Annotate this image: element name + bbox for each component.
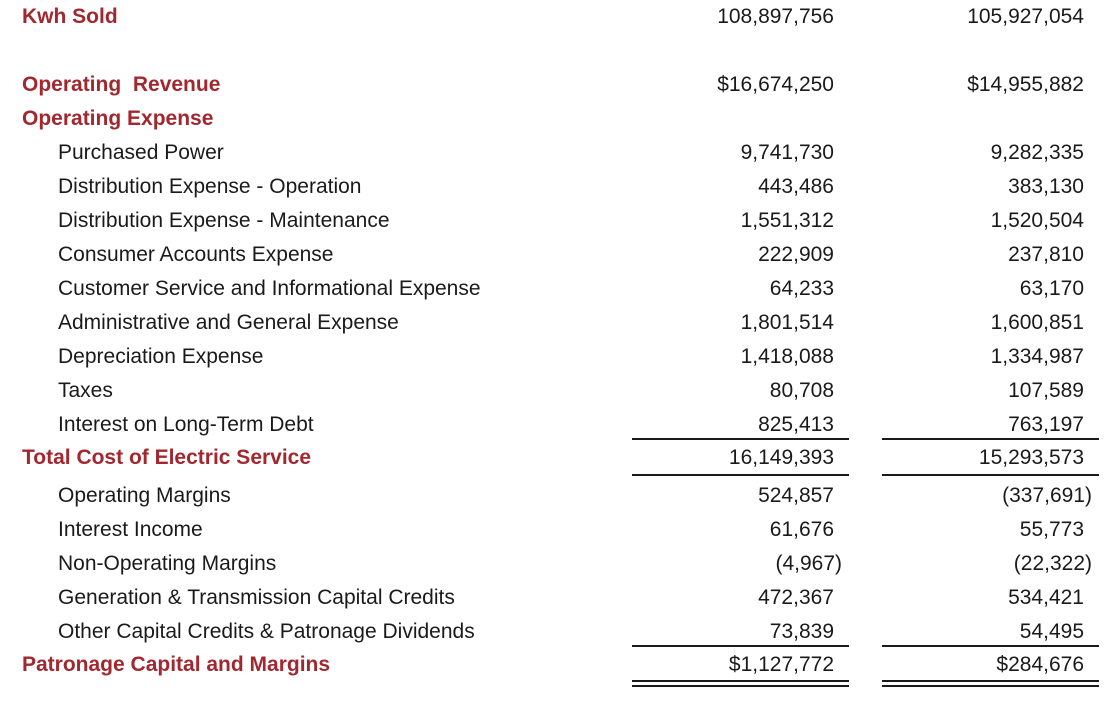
margin-row [0, 515, 1108, 545]
expense-col1: 80,708 [769, 379, 834, 402]
margin-row [0, 549, 1108, 579]
margin-label: Generation & Transmission Capital Credits [58, 586, 455, 609]
patronage-capital-label: Patronage Capital and Margins [22, 653, 331, 676]
final-double-rule-top-col1 [632, 680, 849, 682]
expense-row [0, 206, 1108, 236]
total-rule-col1 [632, 474, 849, 476]
expense-col2: 383,130 [1008, 175, 1084, 198]
expense-label: Administrative and General Expense [58, 311, 399, 334]
margin-label: Operating Margins [58, 484, 231, 507]
expense-row [0, 240, 1108, 270]
expense-label: Purchased Power [58, 141, 224, 164]
expense-row [0, 410, 1108, 440]
margin-col2: 54,495 [1019, 620, 1084, 643]
operating-expense-heading: Operating Expense [22, 107, 214, 130]
margin-col1: 61,676 [769, 518, 834, 541]
margin-col1: (4,967) [775, 552, 842, 575]
margin-col2: 534,421 [1008, 586, 1084, 609]
expense-col2: 1,600,851 [990, 311, 1084, 334]
operating-expense-heading-row [0, 104, 1108, 134]
expense-row [0, 376, 1108, 406]
margin-row [0, 583, 1108, 613]
patronage-capital-row [0, 650, 1108, 680]
margin-label: Interest Income [58, 518, 203, 541]
expense-label: Customer Service and Informational Expense [58, 277, 481, 300]
patronage-capital-col2: $284,676 [996, 653, 1084, 676]
margin-col2: 55,773 [1019, 518, 1084, 541]
patronage-capital-col1: $1,127,772 [728, 653, 834, 676]
expense-col2: 1,334,987 [990, 345, 1084, 368]
margin-col2: (22,322) [1013, 552, 1092, 575]
final-double-rule-bottom-col1 [632, 685, 849, 687]
margin-col1: 472,367 [758, 586, 834, 609]
final-double-rule-bottom-col2 [882, 685, 1099, 687]
expense-col2: 9,282,335 [990, 141, 1084, 164]
final-double-rule-top-col2 [882, 680, 1099, 682]
total-cost-col1: 16,149,393 [728, 446, 834, 469]
margin-col2: (337,691) [1002, 484, 1092, 507]
expense-col2: 1,520,504 [990, 209, 1084, 232]
expense-col1: 1,418,088 [740, 345, 834, 368]
expense-label: Consumer Accounts Expense [58, 243, 334, 266]
margin-label: Other Capital Credits & Patronage Dividends [58, 620, 475, 643]
operating-revenue-row [0, 70, 1108, 100]
expense-col1: 443,486 [758, 175, 834, 198]
margin-col1: 73,839 [769, 620, 834, 643]
expense-col1: 222,909 [758, 243, 834, 266]
operating-revenue-col2: $14,955,882 [967, 73, 1084, 96]
expense-row [0, 342, 1108, 372]
subtotal-rule-col1 [632, 438, 849, 440]
expense-col1: 64,233 [769, 277, 834, 300]
margin-col1: 524,857 [758, 484, 834, 507]
expense-row [0, 172, 1108, 202]
expense-row [0, 274, 1108, 304]
total-cost-label: Total Cost of Electric Service [22, 446, 312, 469]
kwh-sold-col1: 108,897,756 [717, 5, 834, 28]
expense-label: Depreciation Expense [58, 345, 264, 368]
expense-label: Taxes [58, 379, 113, 402]
margins-rule-col1 [632, 645, 849, 647]
expense-col2: 107,589 [1008, 379, 1084, 402]
margins-rule-col2 [882, 645, 1099, 647]
subtotal-rule-col2 [882, 438, 1099, 440]
expense-row [0, 308, 1108, 338]
expense-label: Interest on Long-Term Debt [58, 413, 314, 436]
kwh-sold-col2: 105,927,054 [967, 5, 1084, 28]
expense-label: Distribution Expense - Maintenance [58, 209, 390, 232]
expense-col2: 763,197 [1008, 413, 1084, 436]
kwh-sold-label: Kwh Sold [22, 5, 118, 28]
expense-col1: 9,741,730 [740, 141, 834, 164]
expense-col2: 63,170 [1019, 277, 1084, 300]
margin-label: Non-Operating Margins [58, 552, 277, 575]
total-cost-row [0, 443, 1108, 473]
expense-row [0, 138, 1108, 168]
operating-revenue-col1: $16,674,250 [717, 73, 834, 96]
expense-col1: 1,801,514 [740, 311, 834, 334]
margin-row [0, 481, 1108, 511]
margin-row [0, 617, 1108, 647]
expense-label: Distribution Expense - Operation [58, 175, 362, 198]
total-rule-col2 [882, 474, 1099, 476]
expense-col1: 825,413 [758, 413, 834, 436]
expense-col2: 237,810 [1008, 243, 1084, 266]
expense-col1: 1,551,312 [740, 209, 834, 232]
kwh-sold-row [0, 2, 1108, 32]
total-cost-col2: 15,293,573 [978, 446, 1084, 469]
operating-revenue-label: Operating Revenue [22, 73, 221, 96]
